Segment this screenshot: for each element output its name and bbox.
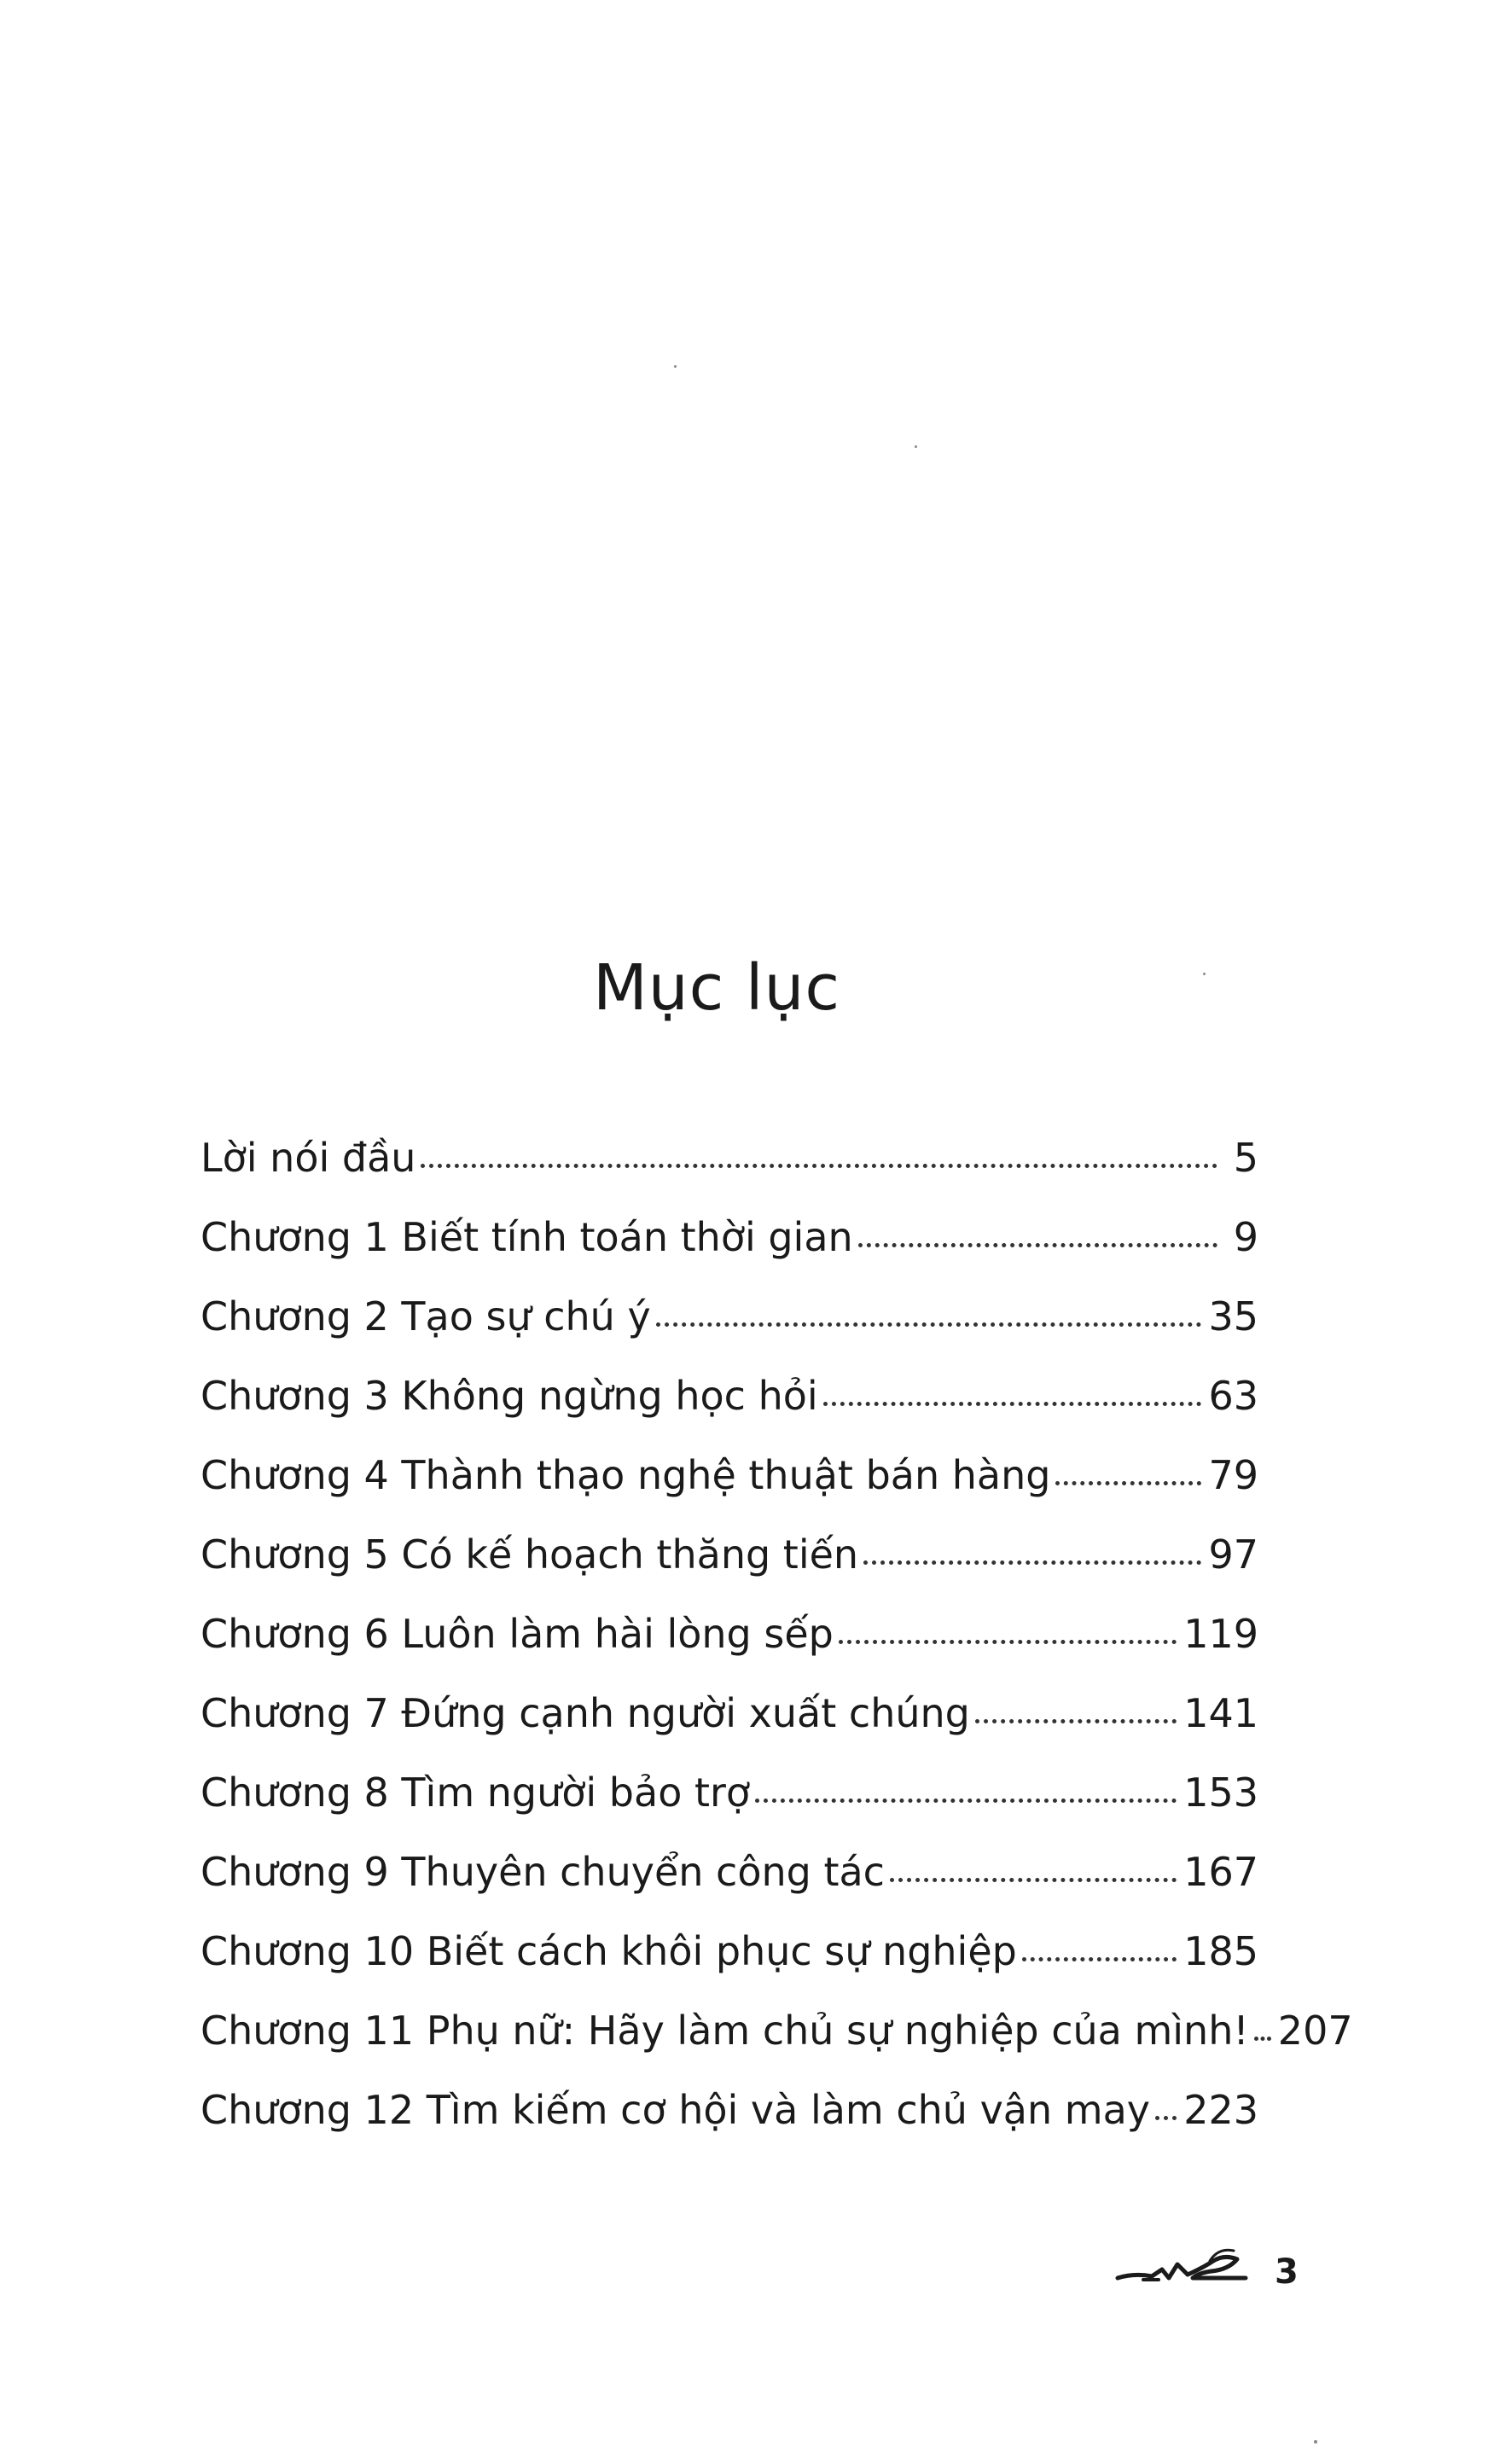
toc-entry	[200, 1531, 1258, 1611]
toc-entry-page: 119	[1183, 1611, 1258, 1657]
toc-dot-leader	[863, 1560, 1201, 1565]
toc-dot-leader	[1254, 2037, 1271, 2041]
toc-entry-label: Chương 7 Đứng cạnh người xuất chúng	[200, 1690, 970, 1736]
toc-dot-leader	[421, 1164, 1217, 1168]
toc-entry-label: Chương 1 Biết tính toán thời gian	[200, 1214, 853, 1260]
toc-entry-page: 97	[1208, 1531, 1258, 1578]
toc-entry	[200, 1452, 1258, 1531]
toc-entry	[200, 2087, 1258, 2166]
toc-dot-leader	[1022, 1957, 1177, 1961]
paper-speck	[674, 365, 677, 368]
toc-entry-label: Lời nói đầu	[200, 1135, 416, 1181]
toc-dot-leader	[755, 1799, 1177, 1803]
toc-dot-leader	[1155, 2116, 1177, 2120]
toc-entry-page: 153	[1183, 1770, 1258, 1816]
toc-entry-label: Chương 3 Không ngừng học hỏi	[200, 1373, 818, 1419]
toc-entry-page: 63	[1208, 1373, 1258, 1419]
pen-flourish-icon	[1109, 2235, 1254, 2295]
toc-entry-label: Chương 4 Thành thạo nghệ thuật bán hàng	[200, 1452, 1051, 1498]
toc-entry	[200, 1690, 1258, 1770]
toc-entry-page: 141	[1183, 1690, 1258, 1736]
table-of-contents	[200, 1135, 1353, 2166]
toc-entry	[200, 1135, 1258, 1214]
toc-entry	[200, 1214, 1258, 1293]
page-number: 3	[1275, 2252, 1299, 2292]
toc-entry-label: Chương 10 Biết cách khôi phục sự nghiệp	[200, 1928, 1017, 1974]
toc-entry-page: 9	[1233, 1214, 1258, 1260]
toc-entry-label: Chương 11 Phụ nữ: Hãy làm chủ sự nghiệp của mình!	[200, 2008, 1249, 2054]
toc-entry	[200, 1928, 1258, 2008]
toc-dot-leader	[975, 1719, 1177, 1723]
toc-dot-leader	[1055, 1481, 1201, 1485]
toc-dot-leader	[858, 1243, 1217, 1247]
toc-entry-page: 167	[1183, 1849, 1258, 1895]
paper-speck	[1314, 2440, 1317, 2444]
toc-entry-page: 185	[1183, 1928, 1258, 1974]
toc-entry-label: Chương 6 Luôn làm hài lòng sếp	[200, 1611, 834, 1657]
toc-entry-label: Chương 9 Thuyên chuyển công tác	[200, 1849, 885, 1895]
toc-entry-label: Chương 5 Có kế hoạch thăng tiến	[200, 1531, 859, 1578]
toc-entry	[200, 1849, 1258, 1928]
toc-dot-leader	[890, 1878, 1177, 1882]
paper-speck	[915, 445, 917, 448]
toc-entry-page: 207	[1277, 2008, 1353, 2054]
toc-entry-page: 5	[1233, 1135, 1258, 1181]
toc-entry	[200, 1293, 1258, 1373]
toc-dot-leader	[656, 1322, 1202, 1327]
toc-entry	[200, 1611, 1258, 1690]
toc-entry-page: 79	[1208, 1452, 1258, 1498]
toc-entry	[200, 1770, 1258, 1849]
toc-dot-leader	[823, 1402, 1202, 1406]
toc-entry-label: Chương 8 Tìm người bảo trợ	[200, 1770, 751, 1816]
toc-entry-page: 35	[1208, 1293, 1258, 1340]
toc-entry-label: Chương 12 Tìm kiếm cơ hội và làm chủ vận may	[200, 2087, 1150, 2133]
page-title: Mục lục	[592, 950, 841, 1025]
toc-dot-leader	[839, 1640, 1177, 1644]
toc-entry	[200, 1373, 1258, 1452]
toc-entry	[200, 2008, 1353, 2087]
toc-entry-label: Chương 2 Tạo sự chú ý	[200, 1293, 651, 1340]
toc-entry-page: 223	[1183, 2087, 1258, 2133]
